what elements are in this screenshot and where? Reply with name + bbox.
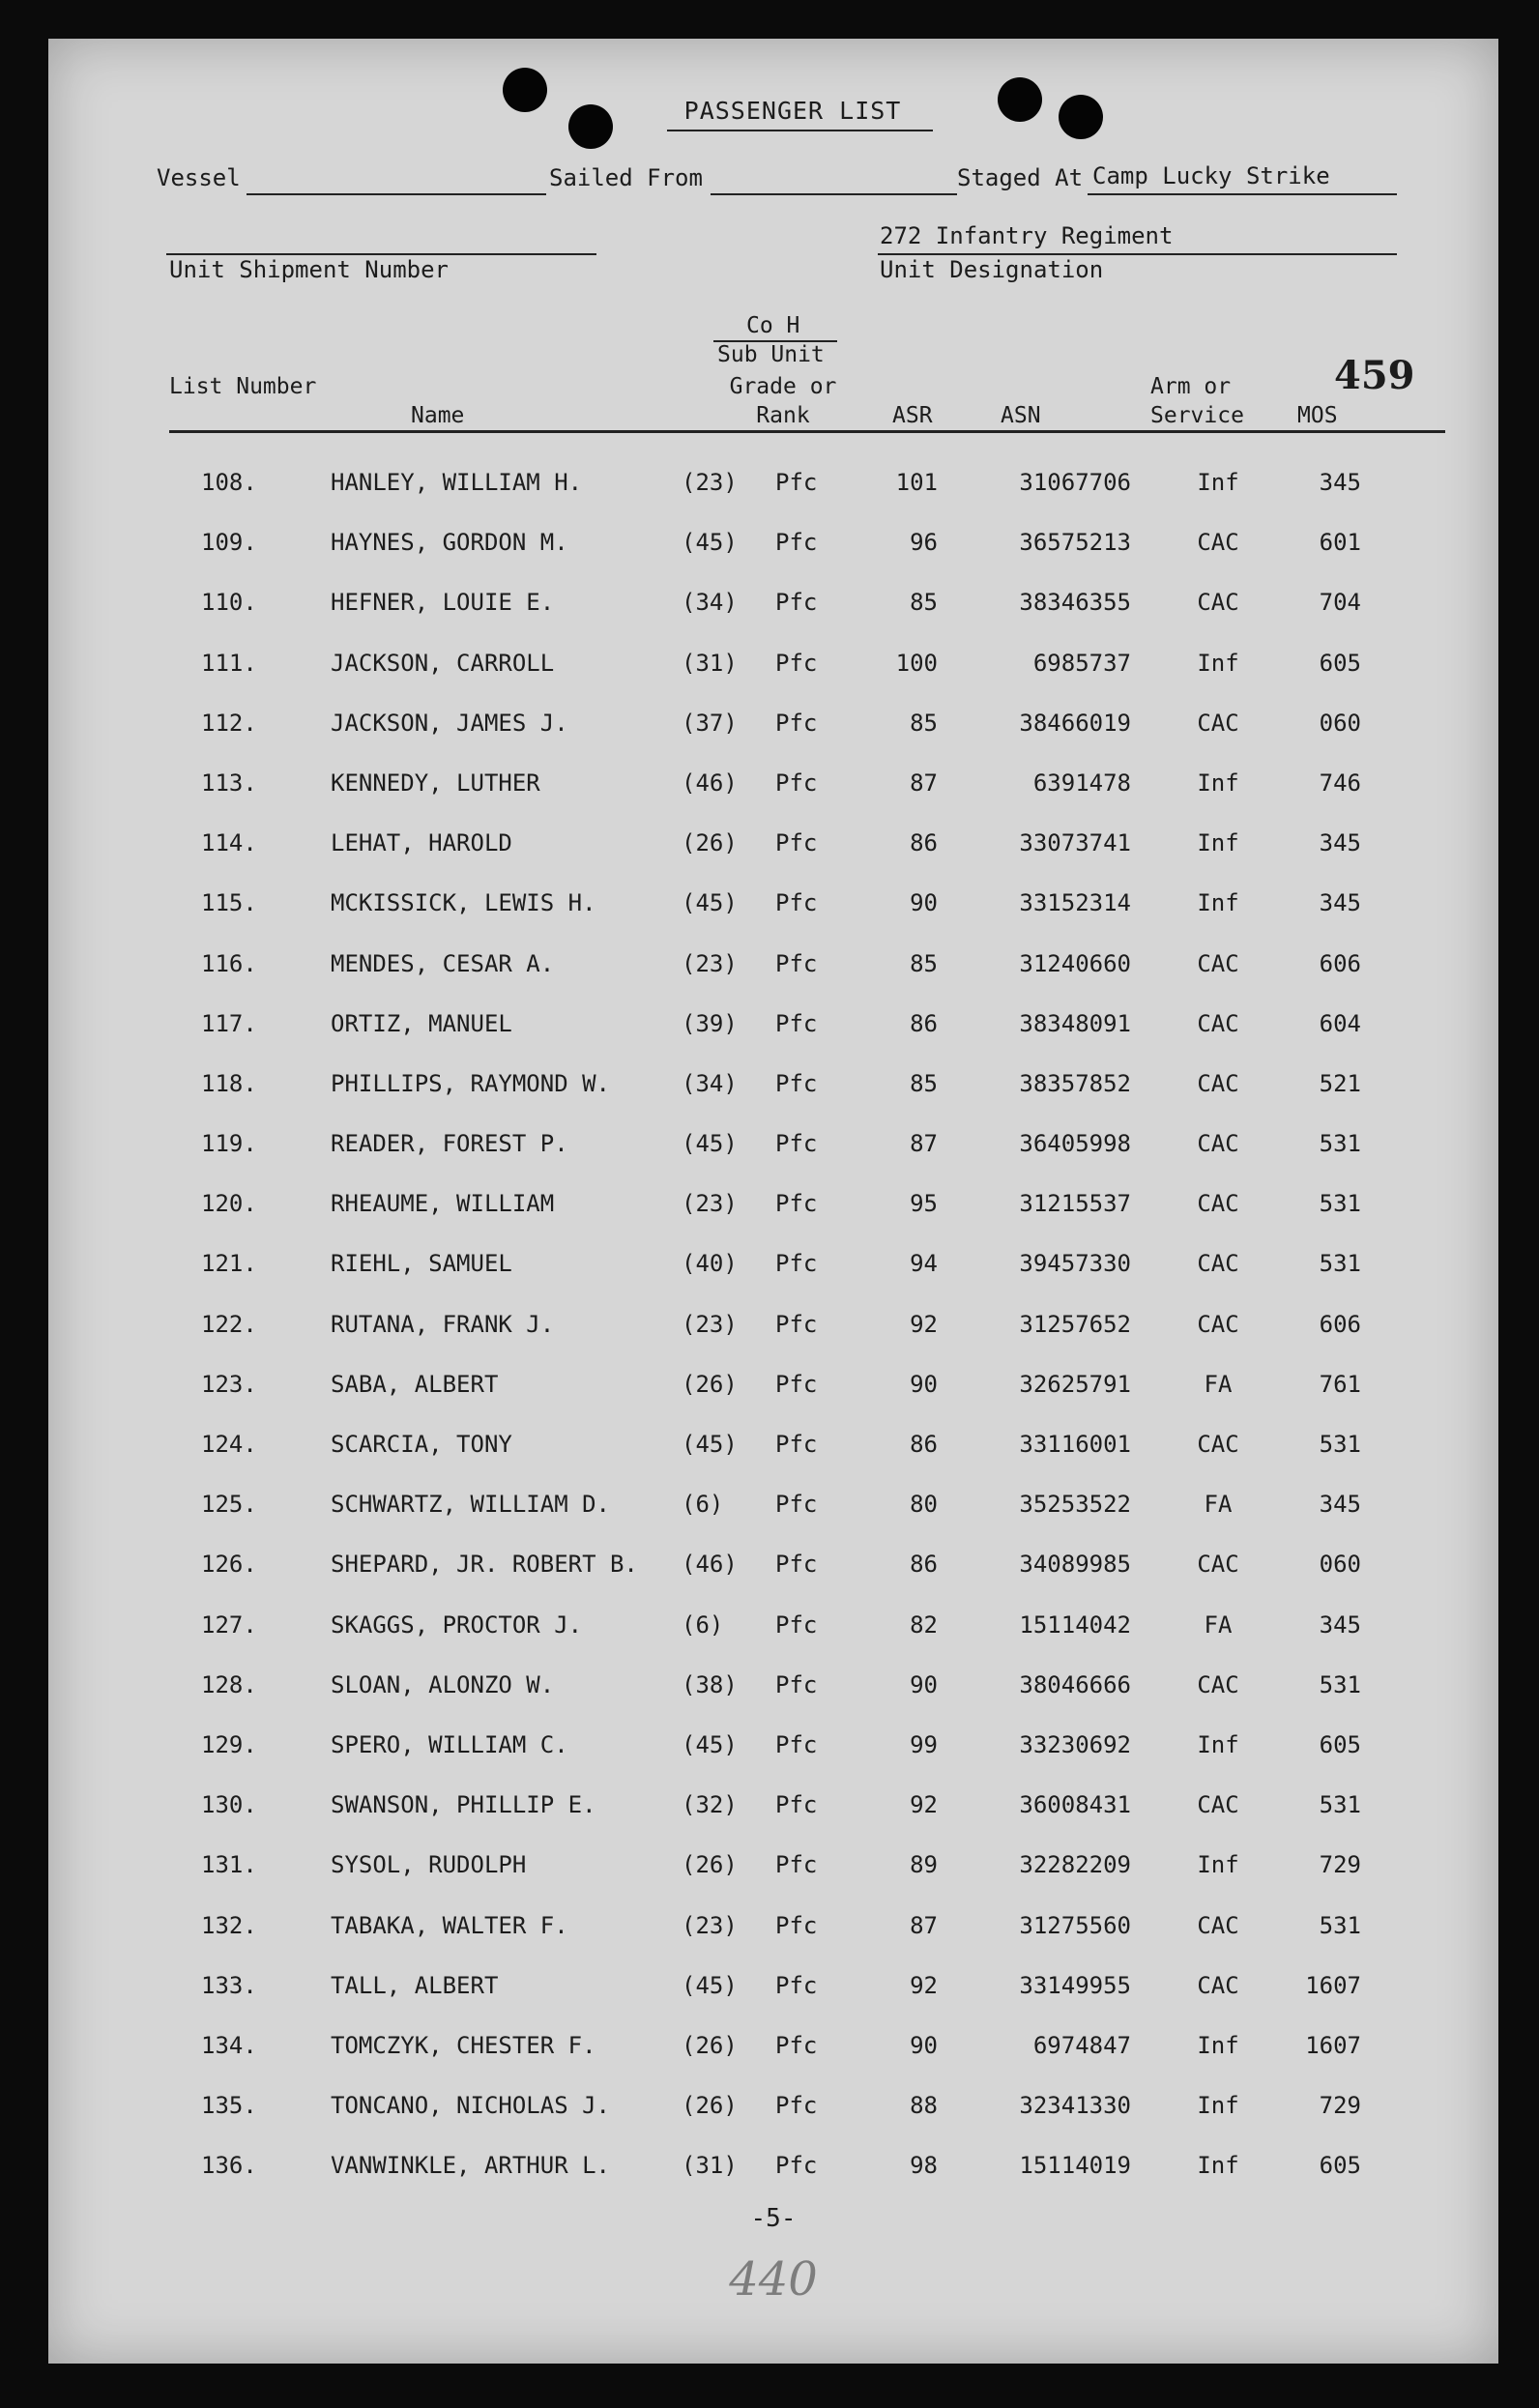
mos-cell: 531: [1319, 1250, 1361, 1278]
list-number-cell: 136.: [201, 2152, 257, 2180]
asn-cell: 38346355: [1019, 589, 1131, 617]
name-cell: SHEPARD, JR. ROBERT B.: [331, 1551, 638, 1579]
list-number-cell: 131.: [201, 1851, 257, 1879]
arm-service-cell: CAC: [1197, 1431, 1239, 1458]
age-cell: (31): [682, 649, 738, 677]
sub-unit-label: Sub Unit: [717, 342, 825, 367]
table-row: [48, 1070, 1498, 1130]
list-number-cell: 135.: [201, 2092, 257, 2120]
asn-cell: 36405998: [1019, 1130, 1131, 1158]
age-cell: (23): [682, 469, 738, 496]
asr-cell: 86: [910, 829, 938, 857]
asn-cell: 33073741: [1019, 829, 1131, 857]
name-cell: TOMCZYK, CHESTER F.: [331, 2031, 596, 2059]
arm-service-cell: CAC: [1197, 1069, 1239, 1097]
name-cell: MENDES, CESAR A.: [331, 949, 555, 977]
arm-service-cell: CAC: [1197, 1190, 1239, 1218]
mos-cell: 605: [1319, 649, 1361, 677]
age-cell: (38): [682, 1670, 738, 1698]
list-number-cell: 121.: [201, 1250, 257, 1278]
asn-cell: 33116001: [1019, 1431, 1131, 1458]
age-cell: (23): [682, 1911, 738, 1939]
arm-service-cell: Inf: [1197, 769, 1239, 797]
grade-cell: Pfc: [775, 529, 818, 557]
grade-cell: Pfc: [775, 1791, 818, 1819]
table-row: [48, 1431, 1498, 1491]
asr-cell: 85: [910, 1069, 938, 1097]
asr-cell: 80: [910, 1491, 938, 1519]
name-cell: SCHWARTZ, WILLIAM D.: [331, 1491, 610, 1519]
asr-cell: 96: [910, 529, 938, 557]
asr-cell: 86: [910, 1431, 938, 1458]
page-number: -5-: [750, 2204, 797, 2233]
unit-designation-line: [878, 253, 1397, 255]
grade-cell: Pfc: [775, 1911, 818, 1939]
arm-service-cell: FA: [1204, 1491, 1233, 1519]
mos-cell: 345: [1319, 1610, 1361, 1639]
table-row: [48, 710, 1498, 769]
name-cell: KENNEDY, LUTHER: [331, 769, 540, 797]
vessel-label: Vessel: [157, 164, 241, 191]
asr-cell: 90: [910, 1370, 938, 1398]
mos-cell: 761: [1319, 1370, 1361, 1398]
asn-cell: 38466019: [1019, 709, 1131, 737]
asr-cell: 85: [910, 709, 938, 737]
asn-cell: 31257652: [1019, 1310, 1131, 1338]
mos-cell: 060: [1319, 709, 1361, 737]
arm-service-cell: Inf: [1197, 2152, 1239, 2180]
arm-service-cell: CAC: [1197, 1310, 1239, 1338]
mos-cell: 729: [1319, 2092, 1361, 2120]
table-row: [48, 2092, 1498, 2152]
asn-cell: 36575213: [1019, 529, 1131, 557]
asn-cell: 31215537: [1019, 1190, 1131, 1218]
asr-cell: 92: [910, 1310, 938, 1338]
mos-cell: 345: [1319, 469, 1361, 496]
table-row: [48, 889, 1498, 949]
punch-hole: [568, 104, 613, 149]
grade-header: Grade or Rank: [729, 374, 837, 428]
grade-cell: Pfc: [775, 1250, 818, 1278]
age-cell: (45): [682, 1431, 738, 1458]
table-row: [48, 1731, 1498, 1791]
age-cell: (31): [682, 2152, 738, 2180]
list-number-cell: 134.: [201, 2031, 257, 2059]
name-cell: MCKISSICK, LEWIS H.: [331, 889, 596, 917]
asn-cell: 15114019: [1019, 2152, 1131, 2180]
mos-cell: 531: [1319, 1911, 1361, 1939]
grade-cell: Pfc: [775, 1730, 818, 1758]
arm-service-cell: Inf: [1197, 469, 1239, 496]
mos-cell: 521: [1319, 1069, 1361, 1097]
arm-service-cell: Inf: [1197, 829, 1239, 857]
asn-header: ASN: [1001, 403, 1041, 428]
age-cell: (23): [682, 1190, 738, 1218]
table-row: [48, 829, 1498, 889]
asn-cell: 6391478: [1032, 769, 1131, 797]
unit-designation-value: 272 Infantry Regiment: [880, 222, 1174, 249]
list-number-cell: 111.: [201, 649, 257, 677]
document-page: [48, 39, 1498, 2364]
name-cell: HANLEY, WILLIAM H.: [331, 469, 583, 496]
title-underline: [667, 130, 933, 131]
sailed-from-line: [711, 193, 957, 195]
asr-cell: 92: [910, 1791, 938, 1819]
list-number-cell: 119.: [201, 1130, 257, 1158]
asn-cell: 32341330: [1019, 2092, 1131, 2120]
mos-cell: 531: [1319, 1130, 1361, 1158]
asn-cell: 38357852: [1019, 1069, 1131, 1097]
mos-cell: 604: [1319, 1009, 1361, 1037]
mos-cell: 345: [1319, 1491, 1361, 1519]
age-cell: (45): [682, 1730, 738, 1758]
name-cell: SABA, ALBERT: [331, 1370, 499, 1398]
grade-cell: Pfc: [775, 469, 818, 496]
table-row: [48, 1311, 1498, 1371]
table-row: [48, 1130, 1498, 1190]
asr-cell: 88: [910, 2092, 938, 2120]
mos-cell: 746: [1319, 769, 1361, 797]
punch-hole: [998, 77, 1042, 122]
table-row: [48, 769, 1498, 829]
mos-cell: 531: [1319, 1431, 1361, 1458]
asr-cell: 87: [910, 769, 938, 797]
age-cell: (6): [682, 1610, 724, 1639]
grade-cell: Pfc: [775, 2031, 818, 2059]
document-number: 459: [1334, 353, 1415, 398]
arm-service-cell: FA: [1204, 1370, 1233, 1398]
name-cell: PHILLIPS, RAYMOND W.: [331, 1069, 610, 1097]
mos-cell: 345: [1319, 889, 1361, 917]
list-number-cell: 120.: [201, 1190, 257, 1218]
grade-cell: Pfc: [775, 1851, 818, 1879]
age-cell: (26): [682, 2031, 738, 2059]
asr-cell: 95: [910, 1190, 938, 1218]
asn-cell: 34089985: [1019, 1551, 1131, 1579]
table-header-rule: [169, 430, 1445, 433]
name-cell: LEHAT, HAROLD: [331, 829, 512, 857]
staged-at-value: Camp Lucky Strike: [1092, 162, 1330, 189]
asr-cell: 82: [910, 1610, 938, 1639]
asr-cell: 86: [910, 1009, 938, 1037]
list-number-cell: 113.: [201, 769, 257, 797]
grade-cell: Pfc: [775, 949, 818, 977]
staged-at-line: [1088, 193, 1397, 195]
name-cell: RHEAUME, WILLIAM: [331, 1190, 555, 1218]
asn-cell: 6985737: [1032, 649, 1131, 677]
asr-cell: 85: [910, 589, 938, 617]
list-number-cell: 125.: [201, 1491, 257, 1519]
grade-cell: Pfc: [775, 649, 818, 677]
table-row: [48, 469, 1498, 529]
sub-unit-value: Co H: [746, 313, 800, 338]
asr-cell: 99: [910, 1730, 938, 1758]
name-cell: ORTIZ, MANUEL: [331, 1009, 512, 1037]
asn-cell: 33149955: [1019, 1971, 1131, 1999]
asn-cell: 31240660: [1019, 949, 1131, 977]
arm-service-cell: Inf: [1197, 649, 1239, 677]
asr-cell: 101: [895, 469, 938, 496]
arm-service-cell: Inf: [1197, 1851, 1239, 1879]
table-row: [48, 650, 1498, 710]
table-row: [48, 1250, 1498, 1310]
mos-cell: 729: [1319, 1851, 1361, 1879]
mos-cell: 606: [1319, 949, 1361, 977]
arm-service-cell: Inf: [1197, 2092, 1239, 2120]
grade-cell: Pfc: [775, 1491, 818, 1519]
arm-service-cell: Inf: [1197, 889, 1239, 917]
list-number-cell: 117.: [201, 1009, 257, 1037]
list-number-cell: 133.: [201, 1971, 257, 1999]
name-cell: RUTANA, FRANK J.: [331, 1310, 555, 1338]
list-number-cell: 122.: [201, 1310, 257, 1338]
list-number-cell: 124.: [201, 1431, 257, 1458]
table-row: [48, 1491, 1498, 1551]
arm-service-cell: CAC: [1197, 1130, 1239, 1158]
grade-cell: Pfc: [775, 1009, 818, 1037]
age-cell: (26): [682, 2092, 738, 2120]
grade-cell: Pfc: [775, 1190, 818, 1218]
table-row: [48, 1791, 1498, 1851]
handwritten-page-mark: 440: [729, 2252, 818, 2306]
mos-cell: 531: [1319, 1791, 1361, 1819]
table-row: [48, 1851, 1498, 1911]
grade-cell: Pfc: [775, 1310, 818, 1338]
age-cell: (45): [682, 1971, 738, 1999]
name-cell: SCARCIA, TONY: [331, 1431, 512, 1458]
asn-cell: 6974847: [1032, 2031, 1131, 2059]
asn-cell: 32282209: [1019, 1851, 1131, 1879]
grade-cell: Pfc: [775, 1610, 818, 1639]
name-cell: SKAGGS, PROCTOR J.: [331, 1610, 583, 1639]
name-cell: HEFNER, LOUIE E.: [331, 589, 555, 617]
mos-cell: 704: [1319, 589, 1361, 617]
name-cell: JACKSON, CARROLL: [331, 649, 555, 677]
punch-hole: [503, 68, 547, 112]
asr-cell: 98: [910, 2152, 938, 2180]
shipment-number-label: Unit Shipment Number: [169, 256, 449, 283]
name-cell: SLOAN, ALONZO W.: [331, 1670, 555, 1698]
arm-service-cell: FA: [1204, 1610, 1233, 1639]
age-cell: (45): [682, 889, 738, 917]
list-number-cell: 128.: [201, 1670, 257, 1698]
name-cell: TALL, ALBERT: [331, 1971, 499, 1999]
table-row: [48, 1611, 1498, 1671]
mos-header: MOS: [1297, 403, 1338, 428]
table-row: [48, 529, 1498, 589]
table-row: [48, 1671, 1498, 1731]
staged-at-label: Staged At: [957, 164, 1084, 191]
list-number-cell: 116.: [201, 949, 257, 977]
name-header: Name: [411, 403, 465, 428]
arm-service-cell: CAC: [1197, 1250, 1239, 1278]
grade-cell: Pfc: [775, 1971, 818, 1999]
name-cell: HAYNES, GORDON M.: [331, 529, 568, 557]
asr-header: ASR: [892, 403, 933, 428]
asr-cell: 90: [910, 2031, 938, 2059]
list-number-cell: 132.: [201, 1911, 257, 1939]
asn-cell: 32625791: [1019, 1370, 1131, 1398]
grade-cell: Pfc: [775, 1069, 818, 1097]
grade-cell: Pfc: [775, 2092, 818, 2120]
asr-cell: 90: [910, 1670, 938, 1698]
asr-cell: 87: [910, 1911, 938, 1939]
asn-cell: 31067706: [1019, 469, 1131, 496]
mos-cell: 605: [1319, 2152, 1361, 2180]
unit-designation-label: Unit Designation: [880, 256, 1104, 283]
arm-service-cell: CAC: [1197, 1791, 1239, 1819]
list-number-cell: 108.: [201, 469, 257, 496]
asn-cell: 31275560: [1019, 1911, 1131, 1939]
grade-cell: Pfc: [775, 769, 818, 797]
list-number-cell: 110.: [201, 589, 257, 617]
name-cell: SPERO, WILLIAM C.: [331, 1730, 568, 1758]
mos-cell: 531: [1319, 1670, 1361, 1698]
age-cell: (39): [682, 1009, 738, 1037]
table-row: [48, 1190, 1498, 1250]
table-row: [48, 1912, 1498, 1972]
grade-cell: Pfc: [775, 1431, 818, 1458]
age-cell: (23): [682, 949, 738, 977]
arm-service-cell: CAC: [1197, 1670, 1239, 1698]
age-cell: (46): [682, 1551, 738, 1579]
punch-hole: [1059, 95, 1103, 139]
table-row: [48, 589, 1498, 649]
arm-service-header: Arm or Service: [1150, 374, 1244, 428]
arm-service-cell: CAC: [1197, 1971, 1239, 1999]
shipment-number-line: [166, 253, 596, 255]
asn-cell: 35253522: [1019, 1491, 1131, 1519]
age-cell: (32): [682, 1791, 738, 1819]
age-cell: (6): [682, 1491, 724, 1519]
list-number-cell: 112.: [201, 709, 257, 737]
grade-cell: Pfc: [775, 1370, 818, 1398]
asn-cell: 38348091: [1019, 1009, 1131, 1037]
age-cell: (40): [682, 1250, 738, 1278]
age-cell: (34): [682, 1069, 738, 1097]
asr-cell: 85: [910, 949, 938, 977]
age-cell: (23): [682, 1310, 738, 1338]
age-cell: (45): [682, 1130, 738, 1158]
asr-cell: 87: [910, 1130, 938, 1158]
table-row: [48, 950, 1498, 1010]
arm-service-cell: CAC: [1197, 529, 1239, 557]
table-row: [48, 2032, 1498, 2092]
list-number-cell: 129.: [201, 1730, 257, 1758]
name-cell: RIEHL, SAMUEL: [331, 1250, 512, 1278]
grade-cell: Pfc: [775, 589, 818, 617]
asn-cell: 39457330: [1019, 1250, 1131, 1278]
vessel-line: [247, 193, 546, 195]
mos-cell: 601: [1319, 529, 1361, 557]
grade-cell: Pfc: [775, 1670, 818, 1698]
table-row: [48, 1371, 1498, 1431]
mos-cell: 060: [1319, 1551, 1361, 1579]
sailed-from-label: Sailed From: [549, 164, 703, 191]
arm-service-cell: Inf: [1197, 2031, 1239, 2059]
list-number-cell: 114.: [201, 829, 257, 857]
list-number-cell: 123.: [201, 1370, 257, 1398]
asn-cell: 15114042: [1019, 1610, 1131, 1639]
name-cell: SYSOL, RUDOLPH: [331, 1851, 527, 1879]
mos-cell: 531: [1319, 1190, 1361, 1218]
table-row: [48, 1551, 1498, 1610]
asr-cell: 86: [910, 1551, 938, 1579]
table-row: [48, 1972, 1498, 2032]
mos-cell: 1607: [1305, 2031, 1361, 2059]
grade-cell: Pfc: [775, 709, 818, 737]
grade-cell: Pfc: [775, 829, 818, 857]
arm-service-cell: CAC: [1197, 589, 1239, 617]
list-number-cell: 127.: [201, 1610, 257, 1639]
mos-cell: 345: [1319, 829, 1361, 857]
age-cell: (26): [682, 1370, 738, 1398]
age-cell: (46): [682, 769, 738, 797]
name-cell: TABAKA, WALTER F.: [331, 1911, 568, 1939]
name-cell: JACKSON, JAMES J.: [331, 709, 568, 737]
asn-cell: 38046666: [1019, 1670, 1131, 1698]
mos-cell: 1607: [1305, 1971, 1361, 1999]
name-cell: VANWINKLE, ARTHUR L.: [331, 2152, 610, 2180]
name-cell: TONCANO, NICHOLAS J.: [331, 2092, 610, 2120]
arm-service-cell: CAC: [1197, 1009, 1239, 1037]
list-number-header: List Number: [169, 374, 317, 399]
asr-cell: 89: [910, 1851, 938, 1879]
age-cell: (26): [682, 829, 738, 857]
list-number-cell: 115.: [201, 889, 257, 917]
arm-service-cell: CAC: [1197, 709, 1239, 737]
grade-cell: Pfc: [775, 1551, 818, 1579]
asn-cell: 33152314: [1019, 889, 1131, 917]
document-title: PASSENGER LIST: [683, 97, 902, 125]
list-number-cell: 126.: [201, 1551, 257, 1579]
grade-cell: Pfc: [775, 889, 818, 917]
name-cell: READER, FOREST P.: [331, 1130, 568, 1158]
asr-cell: 90: [910, 889, 938, 917]
grade-cell: Pfc: [775, 1130, 818, 1158]
asn-cell: 33230692: [1019, 1730, 1131, 1758]
list-number-cell: 130.: [201, 1791, 257, 1819]
arm-service-cell: CAC: [1197, 1911, 1239, 1939]
table-row: [48, 1010, 1498, 1070]
age-cell: (26): [682, 1851, 738, 1879]
asr-cell: 100: [895, 649, 938, 677]
arm-service-cell: Inf: [1197, 1730, 1239, 1758]
asr-cell: 92: [910, 1971, 938, 1999]
mos-cell: 606: [1319, 1310, 1361, 1338]
age-cell: (37): [682, 709, 738, 737]
passenger-table: [48, 469, 1498, 2212]
name-cell: SWANSON, PHILLIP E.: [331, 1791, 596, 1819]
asr-cell: 94: [910, 1250, 938, 1278]
grade-cell: Pfc: [775, 2152, 818, 2180]
arm-service-cell: CAC: [1197, 949, 1239, 977]
arm-service-cell: CAC: [1197, 1551, 1239, 1579]
asn-cell: 36008431: [1019, 1791, 1131, 1819]
list-number-cell: 109.: [201, 529, 257, 557]
age-cell: (34): [682, 589, 738, 617]
age-cell: (45): [682, 529, 738, 557]
mos-cell: 605: [1319, 1730, 1361, 1758]
list-number-cell: 118.: [201, 1069, 257, 1097]
